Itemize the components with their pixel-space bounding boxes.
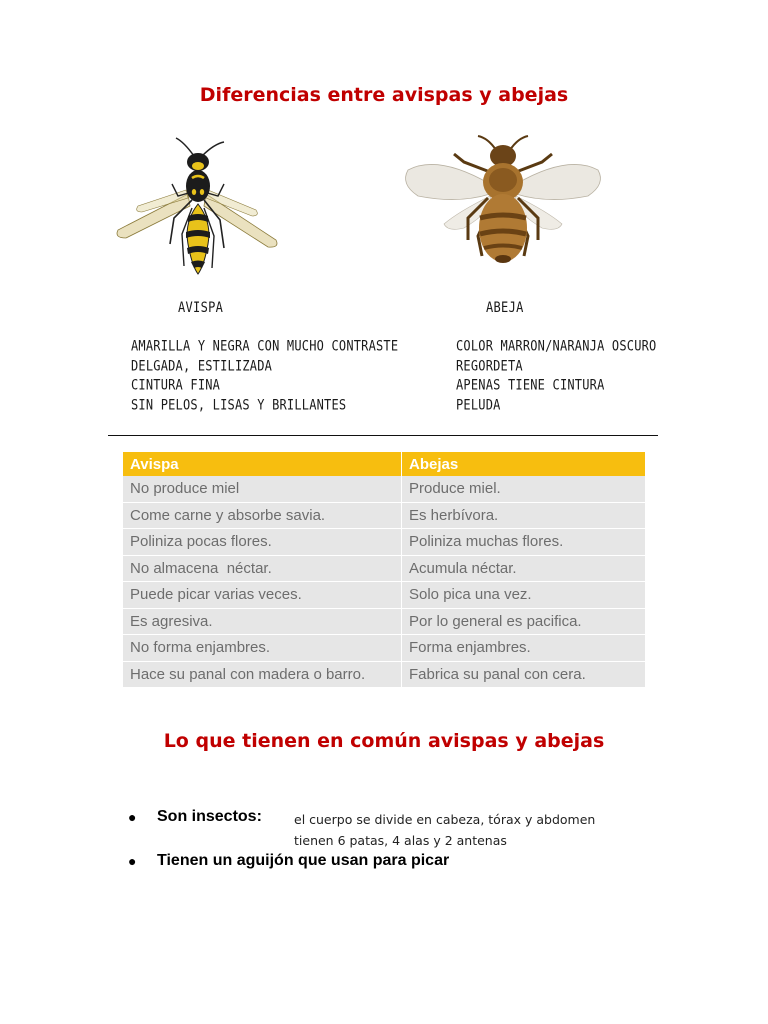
table-row	[123, 609, 646, 636]
bee-illustration	[398, 132, 608, 274]
list-item-detail	[294, 809, 595, 851]
table-row	[123, 556, 646, 583]
table-header-bee: Abejas	[402, 452, 646, 476]
horizontal-rule	[108, 435, 658, 436]
list-item	[128, 850, 449, 872]
table-cell-bee: Forma enjambres.	[402, 635, 646, 662]
bee-trait: PELUDA	[456, 396, 501, 413]
table-row	[123, 662, 646, 689]
wasp-trait: SIN PELOS, LISAS Y BRILLANTES	[131, 396, 347, 413]
bee-caption: ABEJA	[486, 299, 524, 316]
page-title: Diferencias entre avispas y abejas	[199, 84, 569, 106]
table-cell-bee: Produce miel.	[402, 476, 646, 503]
table-row	[123, 503, 646, 530]
detail-line: tienen 6 patas, 4 alas y 2 antenas	[294, 833, 507, 848]
wasp-illustration	[112, 134, 282, 284]
table-header-wasp: Avispa	[123, 452, 402, 476]
detail-line: el cuerpo se divide en cabeza, tórax y abdomen	[294, 812, 596, 827]
wasp-traits-list	[131, 338, 398, 416]
table-cell-wasp: No produce miel	[123, 476, 402, 503]
table-cell-bee: Solo pica una vez.	[402, 582, 646, 609]
list-item-label: Son insectos:	[157, 808, 262, 825]
wasp-caption: AVISPA	[178, 299, 224, 316]
bee-traits-list	[456, 338, 656, 416]
bee-trait: REGORDETA	[456, 357, 523, 374]
table-row	[123, 529, 646, 556]
table-cell-wasp: Es agresiva.	[123, 609, 402, 636]
table-cell-wasp: No almacena néctar.	[123, 556, 402, 583]
bee-trait: COLOR MARRON/NARANJA OSCURO	[456, 338, 657, 355]
table-cell-wasp: Hace su panal con madera o barro.	[123, 662, 402, 689]
section-title: Lo que tienen en común avispas y abejas	[163, 730, 605, 752]
table-row	[123, 635, 646, 662]
table-cell-wasp: No forma enjambres.	[123, 635, 402, 662]
table-cell-bee: Es herbívora.	[402, 503, 646, 530]
comparison-table	[123, 452, 646, 688]
wasp-trait: DELGADA, ESTILIZADA	[131, 357, 273, 374]
wasp-trait: CINTURA FINA	[131, 377, 221, 394]
list-item-label: Tienen un aguijón que usan para picar	[157, 852, 450, 869]
list-item	[128, 806, 596, 850]
wasp-trait: AMARILLA Y NEGRA CON MUCHO CONTRASTE	[131, 338, 399, 355]
table-cell-wasp: Puede picar varias veces.	[123, 582, 402, 609]
table-header-row	[123, 452, 646, 476]
table-cell-wasp: Come carne y absorbe savia.	[123, 503, 402, 530]
common-traits-list	[128, 806, 596, 872]
table-cell-bee: Por lo general es pacifica.	[402, 609, 646, 636]
table-cell-bee: Poliniza muchas flores.	[402, 529, 646, 556]
bullet-dot-icon: ●	[128, 853, 137, 869]
bee-trait: APENAS TIENE CINTURA	[456, 377, 605, 394]
table-row	[123, 476, 646, 503]
table-cell-wasp: Poliniza pocas flores.	[123, 529, 402, 556]
table-row	[123, 582, 646, 609]
table-cell-bee: Fabrica su panal con cera.	[402, 662, 646, 689]
table-cell-bee: Acumula néctar.	[402, 556, 646, 583]
bullet-dot-icon: ●	[128, 809, 137, 825]
